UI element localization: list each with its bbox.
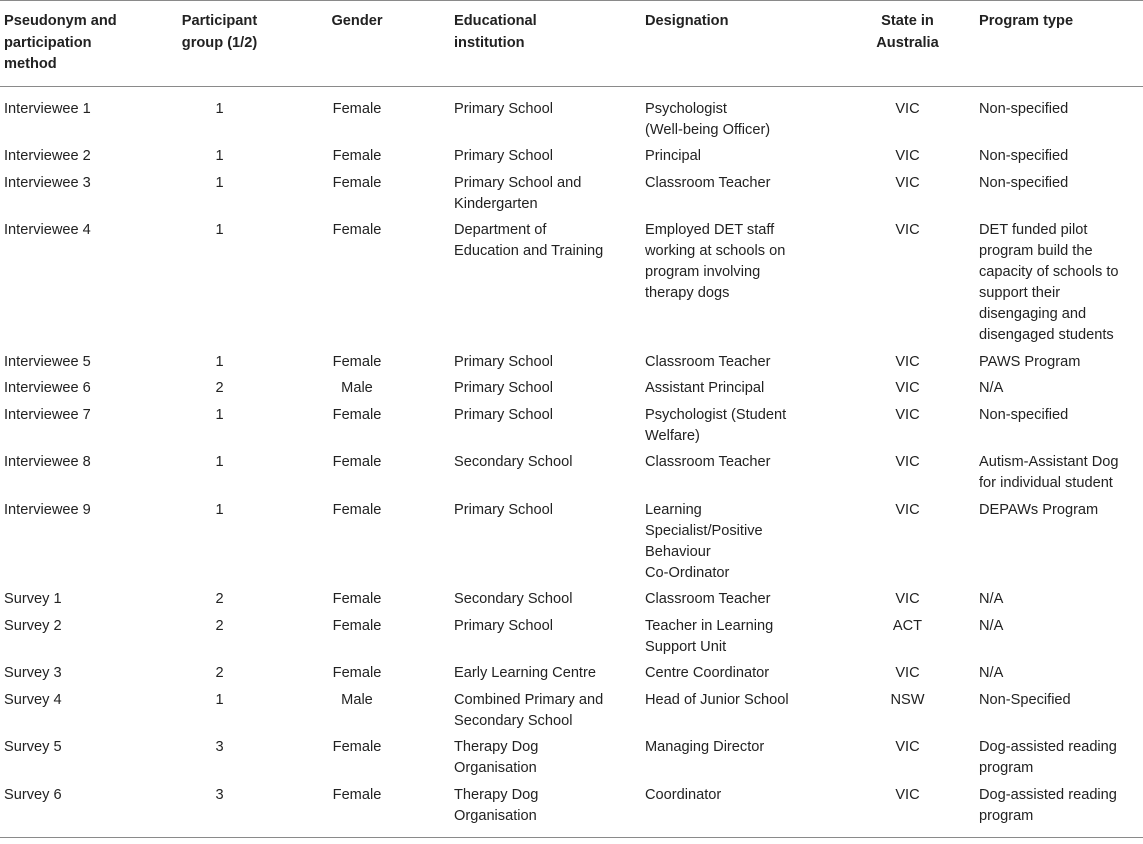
cell-educational-institution: Primary School (454, 380, 553, 396)
cell-gender: Female (332, 100, 382, 117)
cell-designation: Principal (645, 148, 701, 164)
cell-participant-group: 1 (215, 501, 224, 518)
cell-pseudonym: Interviewee 8 (4, 454, 91, 470)
cell-program-type: DEPAWs Program (979, 501, 1099, 518)
cell-pseudonym: Interviewee 6 (4, 380, 91, 396)
header-designation: Designation (641, 1, 840, 87)
cell-program-type: Dog-assisted reading program (975, 785, 1143, 838)
cell-designation: Teacher in Learning Support Unit (645, 617, 774, 655)
cell-designation: Classroom Teacher (645, 591, 771, 607)
cell-state: VIC (895, 501, 920, 518)
cell-designation: Classroom Teacher (645, 454, 771, 470)
cell-gender: Male (341, 691, 373, 708)
cell-educational-institution: Primary School (454, 406, 553, 423)
cell-educational-institution: Primary School (454, 501, 553, 518)
table-row (0, 146, 1143, 173)
cell-program-type: N/A (979, 591, 1004, 607)
table-body (0, 86, 1143, 837)
table-row (0, 352, 1143, 379)
header-educational-institution: Educational institution (450, 1, 641, 87)
cell-educational-institution: Primary School (454, 148, 553, 164)
cell-educational-institution: Combined Primary and Secondary School (454, 691, 604, 729)
table-row (0, 86, 1143, 146)
cell-pseudonym: Survey 3 (4, 665, 62, 681)
cell-designation: Classroom Teacher (645, 174, 771, 191)
header-row (0, 1, 1143, 87)
cell-program-type: N/A (979, 665, 1004, 681)
header-gender: Gender (264, 1, 450, 87)
cell-designation: Managing Director (645, 739, 765, 755)
cell-state: VIC (895, 380, 920, 396)
cell-designation: Assistant Principal (645, 380, 765, 396)
cell-pseudonym: Survey 2 (4, 617, 62, 634)
cell-gender: Male (341, 380, 373, 396)
cell-gender: Female (264, 785, 450, 838)
cell-gender: Female (332, 617, 382, 634)
cell-participant-group: 2 (215, 591, 224, 607)
cell-educational-institution: Secondary School (454, 454, 573, 470)
cell-state: VIC (895, 406, 920, 423)
cell-gender: Female (332, 739, 382, 755)
cell-program-type: Autism-Assistant Dog for individual student (979, 454, 1119, 491)
cell-gender: Female (332, 591, 382, 607)
cell-educational-institution: Primary School (454, 100, 553, 117)
cell-state: VIC (895, 353, 920, 370)
cell-program-type: PAWS Program (979, 353, 1081, 370)
cell-pseudonym: Interviewee 3 (4, 174, 91, 191)
cell-participant-group: 2 (215, 665, 224, 681)
cell-pseudonym: Interviewee 1 (4, 100, 91, 117)
cell-state: VIC (895, 222, 920, 238)
table-row (0, 785, 1143, 838)
cell-designation: Classroom Teacher (645, 353, 771, 370)
table-row (0, 737, 1143, 785)
cell-program-type: Non-specified (979, 174, 1069, 191)
table-row (0, 173, 1143, 221)
table-row (0, 378, 1143, 405)
cell-pseudonym: Survey 1 (4, 591, 62, 607)
table-row (0, 405, 1143, 453)
cell-pseudonym: Survey 6 (0, 785, 175, 838)
cell-gender: Female (332, 353, 382, 370)
cell-state: NSW (890, 691, 925, 708)
cell-gender: Female (332, 174, 382, 191)
cell-educational-institution: Therapy Dog Organisation (450, 785, 641, 838)
cell-participant-group: 1 (215, 691, 224, 708)
cell-program-type: DET funded pilot program build the capacity of schools to support their disengaging and disengaged students (979, 222, 1119, 343)
cell-state: VIC (840, 785, 975, 838)
cell-participant-group: 1 (215, 100, 224, 117)
table-row (0, 452, 1143, 500)
cell-educational-institution: Primary School and Kindergarten (454, 174, 582, 212)
cell-state: VIC (895, 739, 920, 755)
cell-gender: Female (332, 406, 382, 423)
table-row (0, 663, 1143, 690)
cell-educational-institution: Primary School (454, 353, 553, 370)
cell-program-type: N/A (979, 617, 1004, 634)
cell-participant-group: 1 (215, 174, 224, 191)
cell-state: VIC (895, 100, 920, 117)
cell-state: ACT (892, 617, 923, 634)
header-program-type: Program type (975, 1, 1143, 87)
cell-pseudonym: Interviewee 7 (4, 406, 91, 423)
header-pseudonym: Pseudonym and participation method (0, 1, 175, 87)
cell-pseudonym: Interviewee 5 (4, 353, 91, 370)
cell-educational-institution: Secondary School (454, 591, 573, 607)
cell-designation: Head of Junior School (645, 691, 789, 708)
table-row (0, 500, 1143, 590)
cell-program-type: Non-specified (979, 406, 1069, 423)
cell-program-type: Dog-assisted reading program (979, 739, 1117, 776)
cell-participant-group: 1 (215, 353, 224, 370)
cell-program-type: Non-Specified (979, 691, 1071, 708)
table-row (0, 589, 1143, 616)
cell-designation: Centre Coordinator (645, 665, 770, 681)
table-row (0, 220, 1143, 352)
cell-participant-group: 2 (215, 380, 224, 396)
cell-gender: Female (332, 665, 382, 681)
cell-participant-group: 3 (215, 739, 224, 755)
cell-participant-group: 1 (215, 222, 224, 238)
cell-state: VIC (895, 454, 920, 470)
cell-designation: Psychologist (Well-being Officer) (645, 100, 771, 138)
cell-pseudonym: Interviewee 2 (4, 148, 91, 164)
cell-participant-group: 1 (215, 148, 224, 164)
cell-participant-group: 1 (215, 454, 224, 470)
cell-designation: Learning Specialist/Positive Behaviour Co-Ordinator (645, 501, 763, 581)
cell-program-type: N/A (979, 380, 1004, 396)
cell-participant-group: 1 (215, 406, 224, 423)
cell-educational-institution: Early Learning Centre (454, 665, 596, 681)
cell-program-type: Non-specified (979, 100, 1069, 117)
cell-gender: Female (332, 222, 382, 238)
cell-state: VIC (895, 665, 920, 681)
cell-pseudonym: Survey 4 (4, 691, 62, 708)
cell-educational-institution: Therapy Dog Organisation (454, 739, 539, 776)
cell-designation: Coordinator (641, 785, 840, 838)
cell-participant-group: 2 (215, 617, 224, 634)
cell-designation: Employed DET staff working at schools on program involving therapy dogs (645, 222, 786, 301)
table-row (0, 690, 1143, 738)
cell-gender: Female (332, 454, 382, 470)
cell-program-type: Non-specified (979, 148, 1069, 164)
cell-designation: Psychologist (Student Welfare) (645, 406, 787, 444)
cell-pseudonym: Survey 5 (4, 739, 62, 755)
cell-state: VIC (895, 591, 920, 607)
header-state: State in Australia (840, 1, 975, 87)
cell-pseudonym: Interviewee 4 (4, 222, 91, 238)
cell-educational-institution: Primary School (454, 617, 553, 634)
cell-participant-group: 3 (175, 785, 264, 838)
header-participant-group: Participant group (1/2) (175, 1, 264, 87)
cell-state: VIC (895, 174, 920, 191)
table-row (0, 616, 1143, 664)
cell-pseudonym: Interviewee 9 (4, 501, 91, 518)
cell-gender: Female (332, 148, 382, 164)
cell-gender: Female (332, 501, 382, 518)
cell-educational-institution: Department of Education and Training (454, 222, 604, 259)
cell-state: VIC (895, 148, 920, 164)
